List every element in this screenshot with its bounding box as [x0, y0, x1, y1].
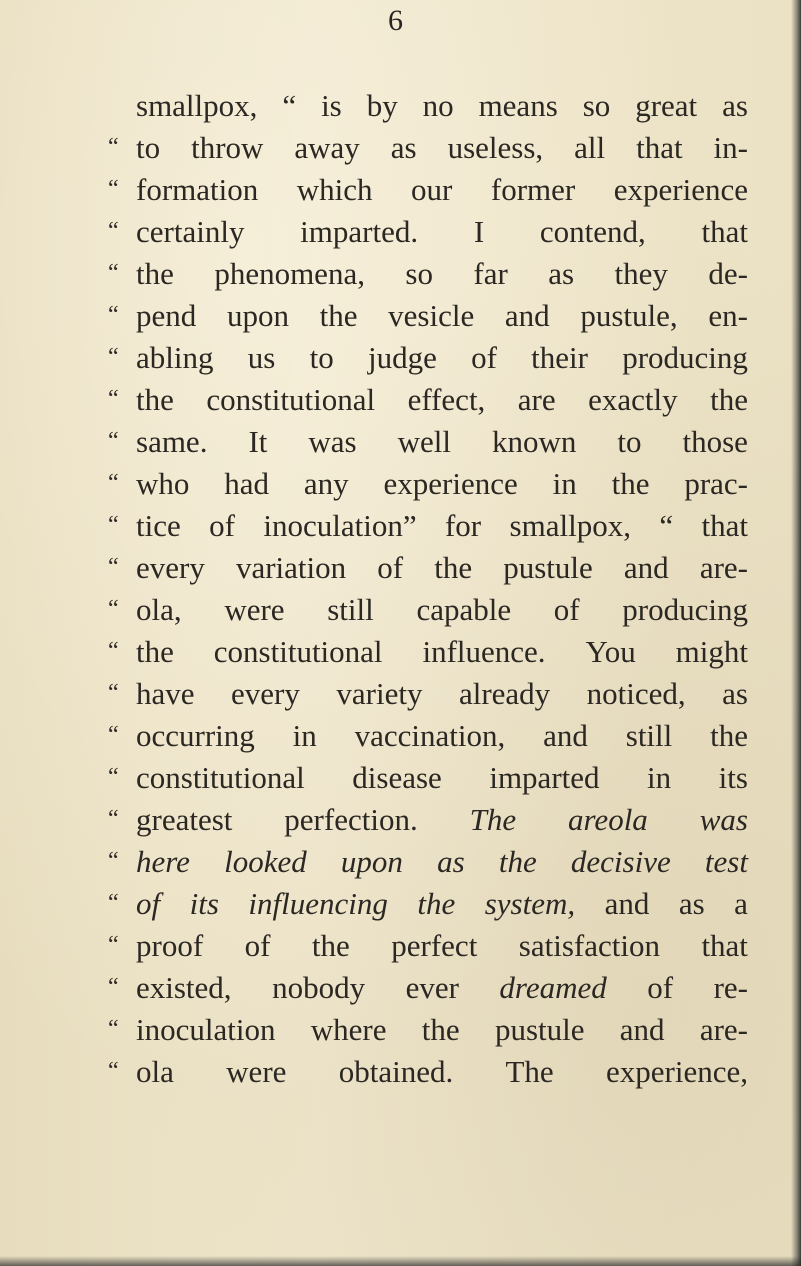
word: as	[722, 676, 748, 711]
word: The	[469, 802, 517, 837]
line-text	[136, 1054, 748, 1090]
word: re-	[713, 970, 748, 1005]
word: as	[437, 844, 465, 879]
line-text	[136, 382, 748, 418]
word: as	[678, 886, 705, 921]
quote-mark: “	[108, 974, 119, 1000]
word: and	[543, 718, 588, 753]
word: where	[310, 1012, 387, 1047]
text-line	[108, 424, 748, 466]
word: they	[614, 256, 668, 291]
text-line	[108, 172, 748, 214]
word: vaccination,	[354, 718, 506, 753]
word: tice	[136, 508, 181, 543]
text-line	[108, 634, 748, 676]
word: variety	[336, 676, 423, 711]
text-line	[108, 760, 748, 802]
text-line	[108, 1012, 748, 1054]
line-text	[136, 172, 748, 208]
line-text	[136, 634, 748, 670]
word: any	[303, 466, 349, 501]
word: decisive	[570, 844, 671, 879]
word: constitutional	[213, 634, 383, 669]
word: satisfaction	[518, 928, 660, 963]
word: as	[548, 256, 575, 291]
quote-mark: “	[108, 554, 119, 580]
quote-mark: “	[108, 722, 119, 748]
word: I	[473, 214, 485, 249]
word: the	[319, 298, 358, 333]
line-text	[136, 550, 748, 586]
word: in	[647, 760, 672, 795]
line-text	[136, 130, 748, 166]
text-line	[108, 256, 748, 298]
word: of	[244, 928, 271, 963]
word: pustule	[494, 1012, 585, 1047]
line-text	[136, 508, 748, 544]
text-line	[108, 466, 748, 508]
word: the	[311, 928, 350, 963]
word: so	[405, 256, 433, 291]
line-text	[136, 886, 748, 922]
word: the	[421, 1012, 460, 1047]
word: no	[422, 88, 454, 123]
quote-mark: “	[108, 764, 119, 790]
word: effect,	[407, 382, 486, 417]
line-text	[136, 424, 748, 460]
word: You	[585, 634, 636, 669]
page-bottom-shadow	[0, 1256, 801, 1266]
word: variation	[235, 550, 347, 585]
word: test	[704, 844, 748, 879]
word: to	[617, 424, 642, 459]
word: of	[209, 508, 235, 543]
text-line	[108, 214, 748, 256]
word: our	[411, 172, 453, 207]
word: and	[604, 886, 650, 921]
word: is	[321, 88, 342, 123]
word: en-	[708, 298, 748, 333]
word: in-	[713, 130, 748, 165]
word: might	[675, 634, 748, 669]
text-line	[108, 508, 748, 550]
word: were	[226, 1054, 287, 1089]
word: ever	[405, 970, 459, 1005]
word: great	[635, 88, 698, 123]
word: obtained.	[338, 1054, 454, 1089]
text-line	[108, 844, 748, 886]
text-line	[108, 340, 748, 382]
quote-mark: “	[108, 470, 119, 496]
line-text	[136, 844, 748, 880]
word: already	[458, 676, 551, 711]
word: upon	[226, 298, 289, 333]
quote-mark: “	[108, 680, 119, 706]
word: the	[498, 844, 537, 879]
word: of	[647, 970, 674, 1005]
quote-mark: “	[108, 260, 119, 286]
word: and	[619, 1012, 665, 1047]
word: throw	[191, 130, 264, 165]
word: smallpox,	[136, 88, 258, 123]
word: the	[136, 256, 174, 291]
word: upon	[340, 844, 403, 879]
word: experience	[383, 466, 518, 501]
line-text	[136, 88, 748, 124]
text-line	[108, 802, 748, 844]
text-line	[108, 592, 748, 634]
word: had	[224, 466, 270, 501]
word: their	[531, 340, 588, 375]
word: pend	[136, 298, 197, 333]
line-text	[136, 592, 748, 628]
word: producing	[622, 340, 748, 375]
word: to	[136, 130, 161, 165]
text-line	[108, 718, 748, 760]
word: perfect	[391, 928, 478, 963]
word: pustule,	[580, 298, 678, 333]
word: de-	[708, 256, 748, 291]
word: experience,	[606, 1054, 748, 1089]
word: constitutional	[136, 760, 305, 795]
word: a	[734, 886, 748, 921]
word: ola	[136, 1054, 174, 1089]
word: “	[659, 508, 674, 543]
word: to	[309, 340, 334, 375]
word: smallpox,	[509, 508, 631, 543]
word: the	[611, 466, 650, 501]
word: are-	[699, 550, 748, 585]
line-text	[136, 298, 748, 334]
text-line	[108, 928, 748, 970]
word: vesicle	[388, 298, 475, 333]
word: It	[248, 424, 268, 459]
quote-mark: “	[108, 848, 119, 874]
word: well	[397, 424, 451, 459]
word: judge	[367, 340, 437, 375]
word: ola,	[136, 592, 182, 627]
word: of	[136, 886, 161, 921]
word: the	[434, 550, 473, 585]
word: that	[701, 928, 748, 963]
quote-mark: “	[108, 890, 119, 916]
word: that	[701, 508, 748, 543]
text-line	[108, 130, 748, 172]
word: still	[327, 592, 374, 627]
line-text	[136, 256, 748, 292]
word: was	[699, 802, 748, 837]
word: every	[231, 676, 300, 711]
quote-mark: “	[108, 1016, 119, 1042]
word: for	[444, 508, 482, 543]
quote-mark: “	[108, 932, 119, 958]
word: influence.	[422, 634, 546, 669]
word: are-	[699, 1012, 748, 1047]
line-text	[136, 676, 748, 712]
quote-mark: “	[108, 512, 119, 538]
word: certainly	[136, 214, 245, 249]
word: the	[136, 382, 174, 417]
word: was	[308, 424, 357, 459]
line-text	[136, 466, 748, 502]
word: same.	[136, 424, 208, 459]
word: in	[552, 466, 577, 501]
word: that	[636, 130, 683, 165]
line-text	[136, 928, 748, 964]
quote-mark: “	[108, 386, 119, 412]
word: the	[710, 382, 748, 417]
word: “	[282, 88, 297, 123]
quote-mark: “	[108, 596, 119, 622]
text-line	[108, 886, 748, 928]
word: as	[390, 130, 417, 165]
text-line	[108, 550, 748, 592]
word: its	[718, 760, 748, 795]
word: were	[224, 592, 285, 627]
line-text	[136, 214, 748, 250]
word: every	[136, 550, 205, 585]
word: useless,	[447, 130, 544, 165]
quote-mark: “	[108, 806, 119, 832]
word: which	[296, 172, 373, 207]
word: constitutional	[206, 382, 376, 417]
word: have	[136, 676, 195, 711]
line-text	[136, 760, 748, 796]
word: looked	[224, 844, 307, 879]
word: in	[292, 718, 317, 753]
word: by	[366, 88, 398, 123]
word: greatest	[136, 802, 233, 837]
text-line	[108, 1054, 748, 1096]
word: abling	[136, 340, 214, 375]
word: producing	[622, 592, 748, 627]
word: contend,	[539, 214, 646, 249]
word: former	[490, 172, 576, 207]
word: exactly	[588, 382, 678, 417]
word: The	[505, 1054, 554, 1089]
line-text	[136, 970, 748, 1006]
word: influencing	[248, 886, 388, 921]
text-line	[108, 88, 748, 130]
word: the	[417, 886, 456, 921]
word: disease	[352, 760, 442, 795]
word: occurring	[136, 718, 255, 753]
word: imparted.	[300, 214, 419, 249]
word: inoculation”	[263, 508, 417, 543]
word: so	[582, 88, 611, 123]
page-number: 6	[388, 4, 403, 37]
word: nobody	[272, 970, 366, 1005]
word: prac-	[684, 466, 748, 501]
word: its	[189, 886, 219, 921]
page-edge-shadow	[791, 0, 801, 1266]
word: who	[136, 466, 190, 501]
quote-mark: “	[108, 134, 119, 160]
quote-mark: “	[108, 218, 119, 244]
word: system,	[484, 886, 576, 921]
word: known	[491, 424, 577, 459]
word: the	[710, 718, 748, 753]
quote-mark: “	[108, 1058, 119, 1084]
quote-mark: “	[108, 638, 119, 664]
word: that	[701, 214, 748, 249]
word: imparted	[489, 760, 600, 795]
word: those	[682, 424, 748, 459]
word: and	[623, 550, 669, 585]
text-line	[108, 298, 748, 340]
word: phenomena,	[214, 256, 365, 291]
word: the	[136, 634, 174, 669]
quote-mark: “	[108, 344, 119, 370]
quote-mark: “	[108, 176, 119, 202]
text-line	[108, 382, 748, 424]
word: inoculation	[136, 1012, 276, 1047]
line-text	[136, 1012, 748, 1048]
quote-mark: “	[108, 428, 119, 454]
word: all	[574, 130, 606, 165]
word: of	[471, 340, 497, 375]
word: are	[517, 382, 556, 417]
line-text	[136, 340, 748, 376]
text-line	[108, 676, 748, 718]
word: still	[625, 718, 673, 753]
word: far	[473, 256, 508, 291]
word: here	[136, 844, 190, 879]
line-text	[136, 718, 748, 754]
word: of	[377, 550, 404, 585]
word: perfection.	[284, 802, 418, 837]
word: noticed,	[586, 676, 686, 711]
word: existed,	[136, 970, 232, 1005]
word: of	[553, 592, 580, 627]
quote-mark: “	[108, 302, 119, 328]
word: away	[294, 130, 360, 165]
word: as	[722, 88, 748, 123]
word: and	[504, 298, 550, 333]
word: us	[247, 340, 276, 375]
word: dreamed	[499, 970, 607, 1005]
word: pustule	[503, 550, 593, 585]
word: capable	[416, 592, 512, 627]
word: experience	[613, 172, 748, 207]
word: means	[478, 88, 558, 123]
text-line	[108, 970, 748, 1012]
line-text	[136, 802, 748, 838]
text-block	[108, 88, 748, 1096]
word: formation	[136, 172, 259, 207]
word: areola	[568, 802, 648, 837]
word: proof	[136, 928, 204, 963]
